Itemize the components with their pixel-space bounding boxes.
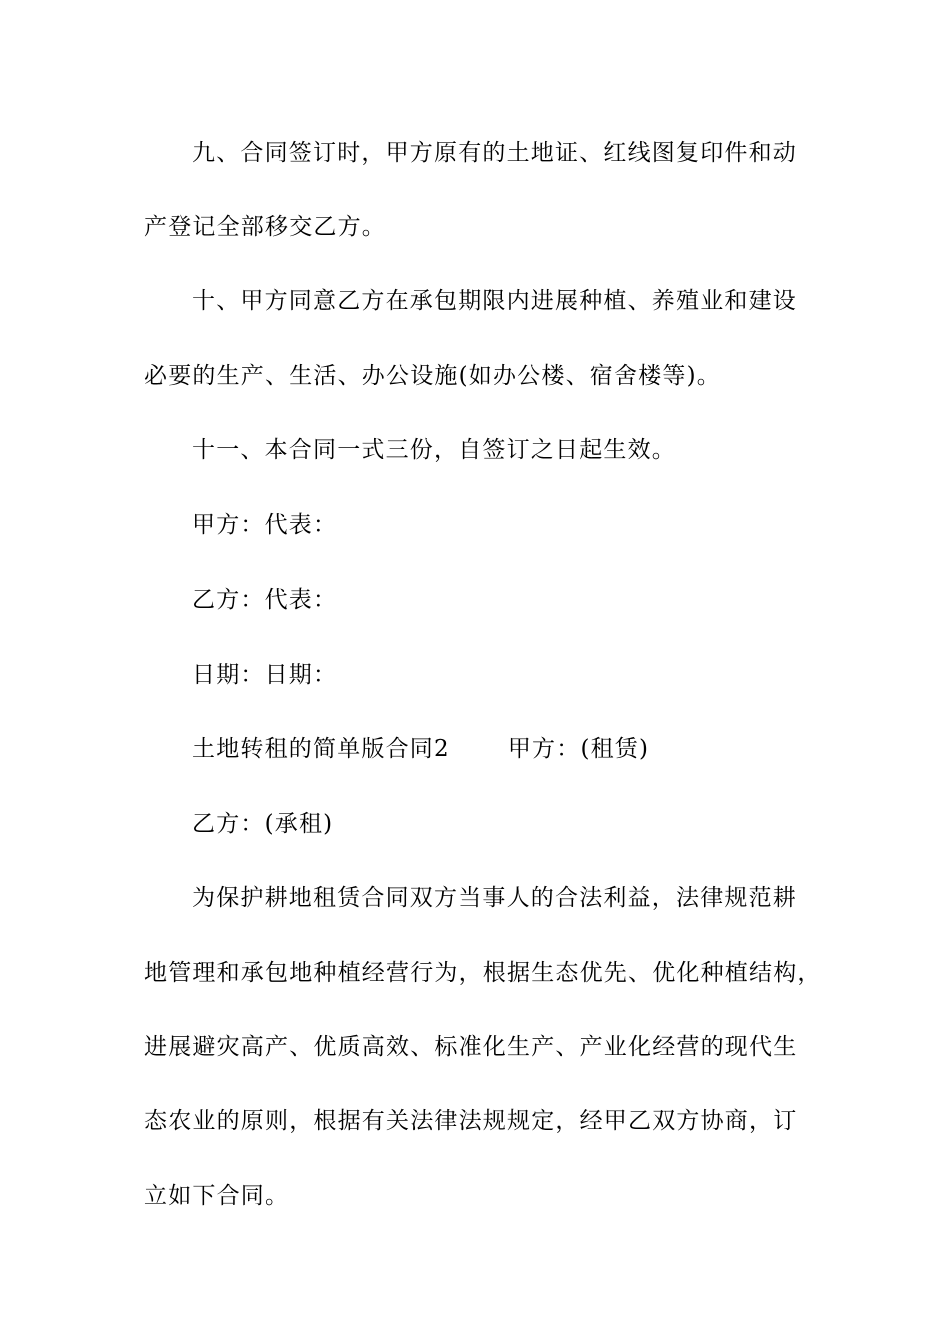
preamble-line-2: 地管理和承包地种植经营行为，根据生态优先、优化种植结构， xyxy=(144,960,822,986)
party-a-lessor: 甲方：(租赁) xyxy=(507,736,650,762)
clause-9-line-2: 产登记全部移交乙方。 xyxy=(144,214,386,240)
preamble-line-4: 态农业的原则，根据有关法律法规规定，经甲乙双方协商，订 xyxy=(144,1108,798,1134)
clause-10-line-1: 十、甲方同意乙方在承包期限内进展种植、养殖业和建设 xyxy=(192,288,797,314)
party-b-signature: 乙方：代表： xyxy=(192,587,338,613)
party-b-lessee: 乙方：(承租) xyxy=(192,811,334,837)
clause-10-line-2: 必要的生产、生活、办公设施(如办公楼、宿舍楼等)。 xyxy=(144,363,721,389)
clause-9-line-1: 九、合同签订时，甲方原有的土地证、红线图复印件和动 xyxy=(192,140,797,166)
contract-2-title: 土地转租的简单版合同2 xyxy=(192,736,450,762)
preamble-line-5: 立如下合同。 xyxy=(144,1183,290,1209)
preamble-line-1: 为保护耕地租赁合同双方当事人的合法利益，法律规范耕 xyxy=(192,885,797,911)
contract-2-heading-line xyxy=(192,734,649,764)
date-line: 日期：日期： xyxy=(192,662,338,688)
clause-11: 十一、本合同一式三份，自签订之日起生效。 xyxy=(192,437,676,463)
party-a-signature: 甲方：代表： xyxy=(192,512,338,538)
preamble-line-3: 进展避灾高产、优质高效、标准化生产、产业化经营的现代生 xyxy=(144,1034,798,1060)
